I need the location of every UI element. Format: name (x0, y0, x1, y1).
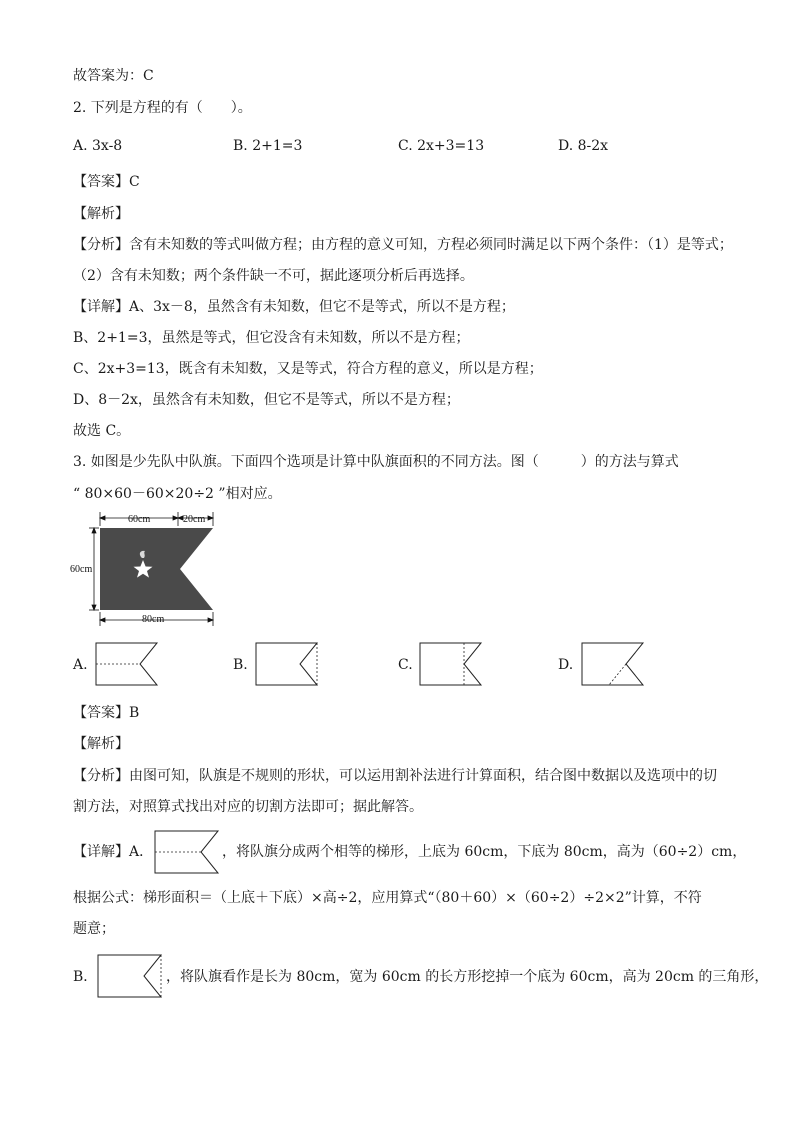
q3-answer: 【答案】B (73, 705, 140, 721)
q3-formula: 根据公式：梯形面积＝（上底＋下底）×高÷2，应用算式“（80＋60）×（60÷2）÷2×2”计算，不符 (73, 890, 702, 906)
dim-top-right: 20cm (183, 514, 206, 525)
q3-option-c-figure (419, 642, 483, 686)
q3-option-c-label: C. (398, 657, 413, 673)
q2-option-a: A. 3x-8 (73, 138, 123, 154)
q2-detail-a: 【详解】A、3x－8，虽然含有未知数，但它不是等式，所以不是方程； (73, 299, 515, 315)
q3-option-b-figure (255, 642, 319, 686)
q3-detail-a-prefix: 【详解】A． (73, 844, 154, 860)
q3-detail-b-prefix: B． (73, 969, 98, 985)
q2-option-c: C. 2x+3=13 (398, 138, 485, 154)
q3-jiexi: 【解析】 (73, 736, 129, 752)
q2-jiexi: 【解析】 (73, 206, 129, 222)
q3-detail-b-figure (97, 954, 163, 998)
q2-analysis-1: 【分析】含有未知数的等式叫做方程；由方程的意义可知，方程必须同时满足以下两个条件：（1）是等式； (73, 237, 733, 253)
question-3-line-1: 3. 如图是少先队中队旗。下面四个选项是计算中队旗面积的不同方法。图（ ）的方法与算式 (73, 454, 679, 470)
q3-analysis-1: 【分析】由图可知，队旗是不规则的形状，可以运用割补法进行计算面积，结合图中数据以及选项中的切 (73, 768, 717, 784)
q3-detail-a-figure (154, 830, 220, 874)
question-3-line-2: “ 80×60－60×20÷2 ”相对应。 (73, 486, 282, 502)
q3-analysis-2: 割方法，对照算式找出对应的切割方法即可；据此解答。 (73, 799, 423, 815)
dim-left: 60cm (70, 564, 93, 575)
q3-detail-a-text: ，将队旗分成两个相等的梯形，上底为 60cm，下底为 80cm，高为（60÷2）cm， (222, 844, 747, 860)
q2-option-b: B. 2+1=3 (233, 138, 303, 154)
q3-option-b-label: B. (233, 657, 248, 673)
q3-formula-2: 题意； (73, 921, 115, 937)
flag-figure (70, 508, 240, 630)
q3-option-d-figure (581, 642, 645, 686)
question-2: 2. 下列是方程的有（ ）。 (73, 100, 252, 116)
dim-top-left: 60cm (128, 514, 151, 525)
dim-bottom: 80cm (142, 614, 165, 625)
q2-conclusion: 故选 C。 (73, 423, 131, 439)
q2-detail-d: D、8－2x，虽然含有未知数，但它不是等式，所以不是方程； (73, 392, 460, 408)
q3-option-a-figure (95, 642, 159, 686)
q3-detail-b-text: ，将队旗看作是长为 80cm，宽为 60cm 的长方形挖掉一个底为 60cm，高为 20cm 的三角形， (166, 969, 769, 985)
q3-option-a-label: A. (73, 657, 88, 673)
q2-detail-b: B、2+1=3，虽然是等式，但它没含有未知数，所以不是方程； (73, 330, 470, 346)
flag-shape (100, 528, 213, 610)
q2-analysis-2: （2）含有未知数；两个条件缺一不可，据此逐项分析后再选择。 (73, 268, 474, 284)
q2-answer: 【答案】C (73, 174, 140, 190)
q2-option-d: D. 8-2x (558, 138, 609, 154)
q2-detail-c: C、2x+3=13，既含有未知数，又是等式，符合方程的意义，所以是方程； (73, 361, 543, 377)
prev-answer: 故答案为：C (73, 68, 154, 84)
q3-option-d-label: D. (558, 657, 574, 673)
